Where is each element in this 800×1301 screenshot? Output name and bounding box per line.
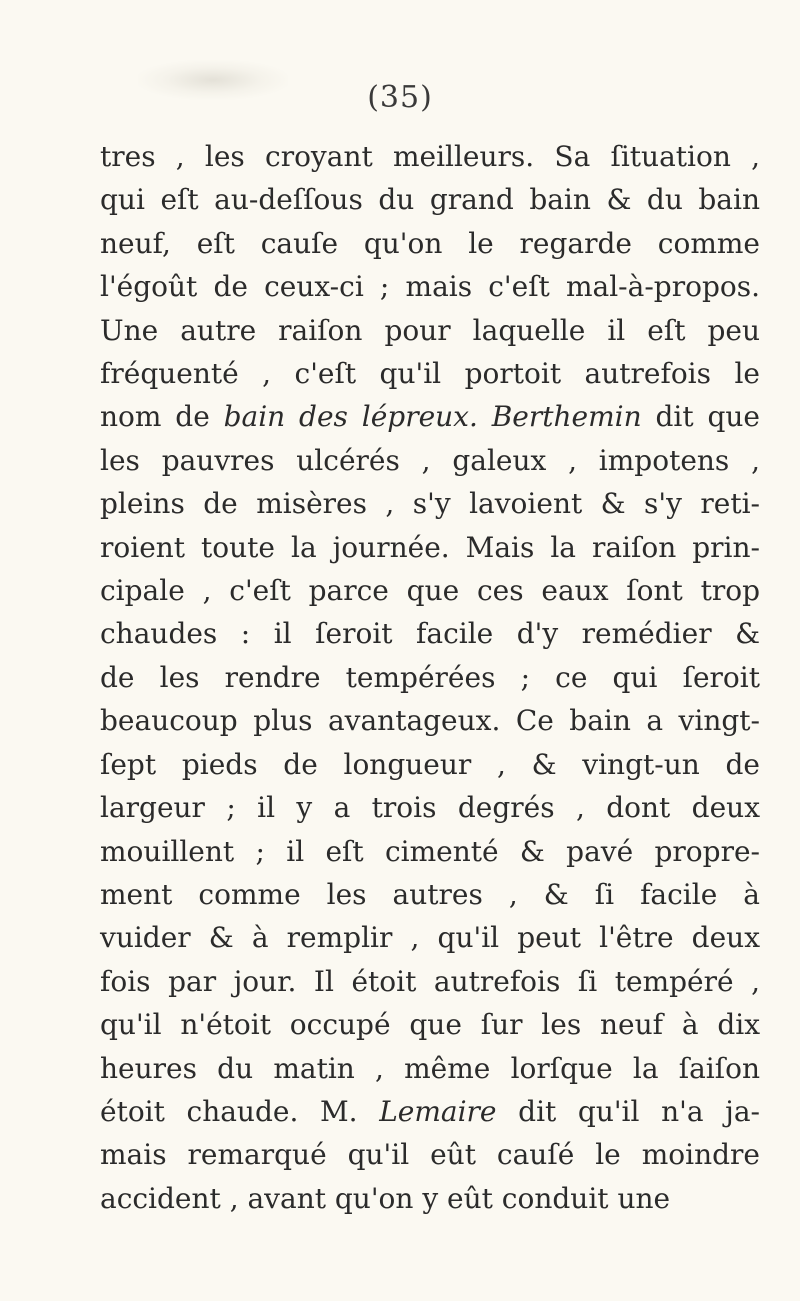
italic-author: Berthemin bbox=[491, 400, 642, 434]
text-line-15: ſept pieds de longueur , & vingt-un de bbox=[100, 747, 760, 781]
text-line-11: cipale , c'eſt parce que ces eaux ſont trop bbox=[100, 574, 760, 608]
text-line-16: largeur ; il y a trois degrés , dont deux bbox=[100, 791, 760, 825]
text-line-25: accident , avant qu'on y eût conduit une bbox=[100, 1181, 671, 1215]
page-number: (35) bbox=[367, 80, 433, 115]
text-line-10: roient toute la journée. Mais la raiſon prin- bbox=[100, 530, 760, 564]
text-line-6: fréquenté , c'eſt qu'il portoit autrefois le bbox=[100, 357, 760, 391]
text-line-8: les pauvres ulcérés , galeux , impotens , bbox=[100, 443, 760, 477]
text-line-2: qui eſt au-deſſous du grand bain & du bain bbox=[100, 183, 760, 217]
text-line-1: tres , les croyant meilleurs. Sa ſituation , bbox=[100, 140, 760, 173]
text-line-4: l'égoût de ceux-ci ; mais c'eſt mal-à-propos. bbox=[100, 270, 760, 304]
text-line-17: mouillent ; il eſt cimenté & pavé propre- bbox=[100, 834, 760, 868]
text-line-20: fois par jour. Il étoit autrefois ſi tempéré , bbox=[100, 964, 760, 998]
text-line-5: Une autre raiſon pour laquelle il eſt peu bbox=[100, 313, 760, 347]
text-line-3: neuf, eſt cauſe qu'on le regarde comme bbox=[100, 226, 760, 260]
text-line-14: beaucoup plus avantageux. Ce bain a vingt- bbox=[100, 704, 760, 738]
text-line-24: mais remarqué qu'il eût cauſé le moindre bbox=[100, 1138, 760, 1172]
text-line-21: qu'il n'étoit occupé que ſur les neuf à dix bbox=[100, 1008, 760, 1042]
text-line-12: chaudes : il ſeroit facile d'y remédier & bbox=[100, 617, 760, 651]
text-line-7: nom de bain des lépreux. Berthemin dit que bbox=[100, 400, 760, 434]
text-line-9: pleins de misères , s'y lavoient & s'y reti- bbox=[100, 487, 760, 521]
text-line-23: étoit chaude. M. Lemaire dit qu'il n'a ja- bbox=[100, 1094, 760, 1128]
text-line-22: heures du matin , même lorſque la ſaiſon bbox=[100, 1051, 760, 1085]
text-line-18: ment comme les autres , & ſi facile à bbox=[100, 877, 760, 911]
text-line-13: de les rendre tempérées ; ce qui ſeroit bbox=[100, 660, 760, 694]
body-text bbox=[100, 135, 760, 1220]
italic-author: Lemaire bbox=[379, 1094, 497, 1128]
italic-term: bain des lépreux. bbox=[223, 400, 478, 434]
text-line-19: vuider & à remplir , qu'il peut l'être deux bbox=[100, 921, 760, 955]
